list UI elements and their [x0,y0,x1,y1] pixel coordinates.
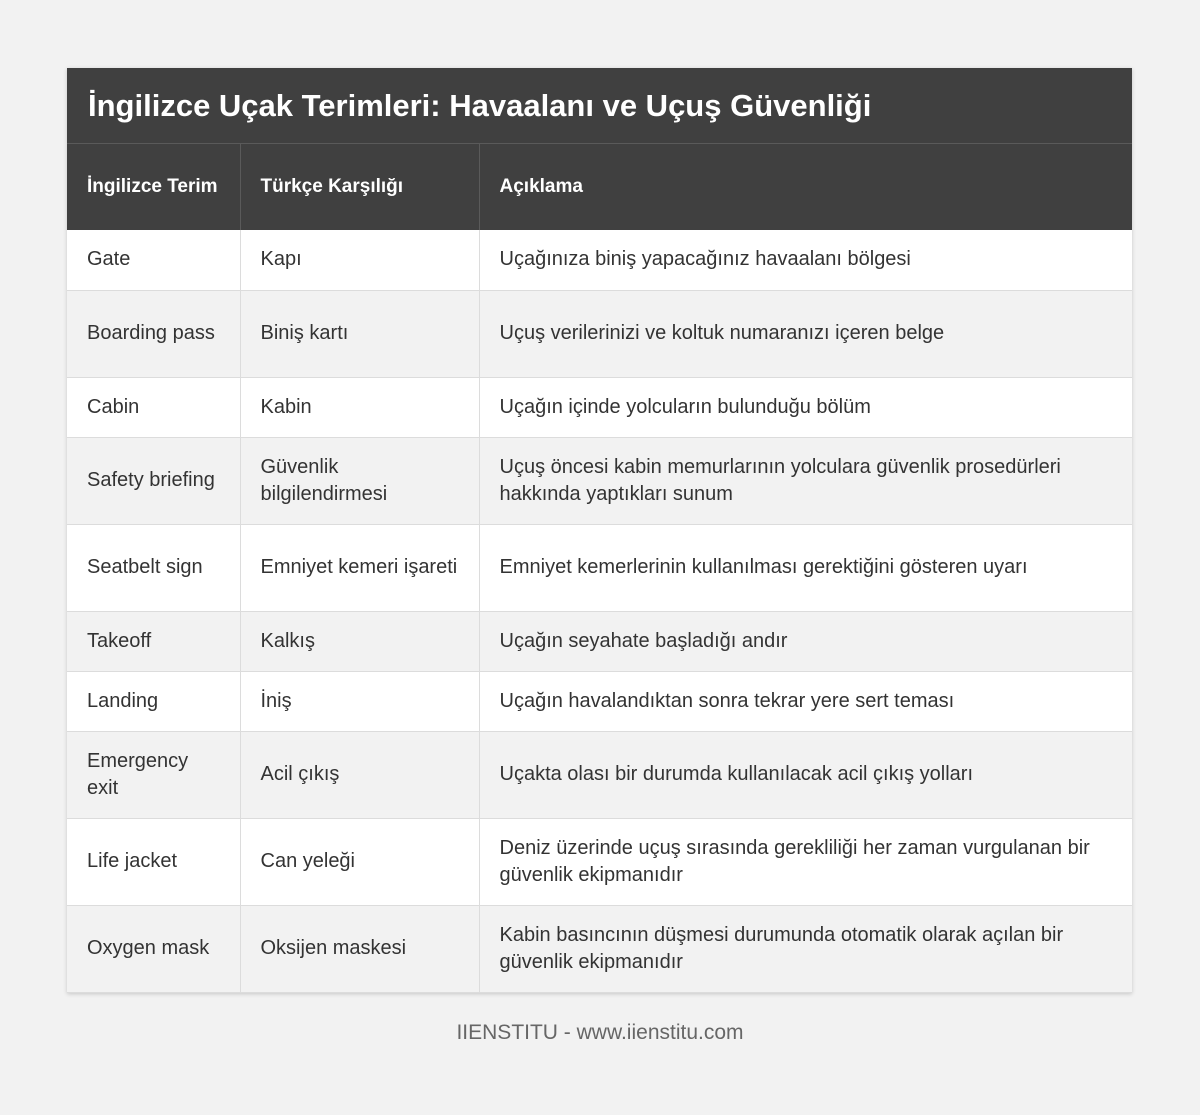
description-cell: Uçuş verilerinizi ve koltuk numaranızı içeren belge [479,290,1132,377]
english-term-cell: Safety briefing [67,437,240,524]
english-term-cell: Oxygen mask [67,905,240,992]
description-cell: Uçağın seyahate başladığı andır [479,611,1132,671]
description-cell: Deniz üzerinde uçuş sırasında gerekliliği her zaman vurgulanan bir güvenlik ekipmanıdır [479,818,1132,905]
description-cell: Emniyet kemerlerinin kullanılması gerektiğini gösteren uyarı [479,524,1132,611]
table-row [67,671,1132,731]
table-row [67,611,1132,671]
turkish-term-cell: Güvenlik bilgilendirmesi [240,437,479,524]
column-header-description: Açıklama [479,144,1132,230]
table-row [67,818,1132,905]
english-term-cell: Boarding pass [67,290,240,377]
table-row [67,230,1132,290]
turkish-term-cell: Can yeleği [240,818,479,905]
column-header-english-term: İngilizce Terim [67,144,240,230]
english-term-cell: Gate [67,230,240,290]
turkish-term-cell: Oksijen maskesi [240,905,479,992]
turkish-term-cell: Kalkış [240,611,479,671]
column-header-turkish-equivalent: Türkçe Karşılığı [240,144,479,230]
english-term-cell: Life jacket [67,818,240,905]
description-cell: Uçağın içinde yolcuların bulunduğu bölüm [479,377,1132,437]
turkish-term-cell: Acil çıkış [240,731,479,818]
turkish-term-cell: Emniyet kemeri işareti [240,524,479,611]
terms-card [67,68,1132,993]
english-term-cell: Cabin [67,377,240,437]
description-cell: Uçakta olası bir durumda kullanılacak acil çıkış yolları [479,731,1132,818]
table-row [67,290,1132,377]
table-header-row [67,144,1132,230]
description-cell: Uçağınıza biniş yapacağınız havaalanı bölgesi [479,230,1132,290]
table-row [67,731,1132,818]
turkish-term-cell: Kabin [240,377,479,437]
page-title: İngilizce Uçak Terimleri: Havaalanı ve Uçuş Güvenliği [67,68,1132,144]
turkish-term-cell: İniş [240,671,479,731]
turkish-term-cell: Kapı [240,230,479,290]
table-row [67,377,1132,437]
table-row [67,524,1132,611]
description-cell: Uçuş öncesi kabin memurlarının yolculara güvenlik prosedürleri hakkında yaptıkları sunum [479,437,1132,524]
footer-credit: IIENSTITU - www.iienstitu.com [456,1021,744,1044]
description-cell: Uçağın havalandıktan sonra tekrar yere sert teması [479,671,1132,731]
english-term-cell: Landing [67,671,240,731]
table-row [67,437,1132,524]
terms-table [67,144,1132,993]
english-term-cell: Seatbelt sign [67,524,240,611]
table-row [67,905,1132,992]
english-term-cell: Takeoff [67,611,240,671]
english-term-cell: Emergency exit [67,731,240,818]
description-cell: Kabin basıncının düşmesi durumunda otomatik olarak açılan bir güvenlik ekipmanıdır [479,905,1132,992]
turkish-term-cell: Biniş kartı [240,290,479,377]
